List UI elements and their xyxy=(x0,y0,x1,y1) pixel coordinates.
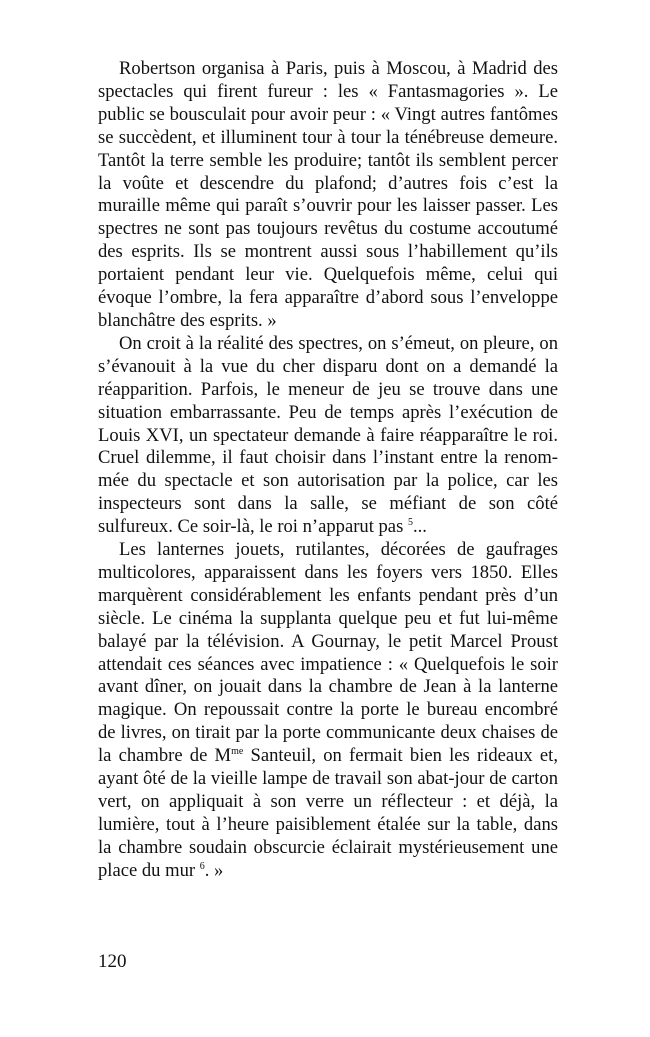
paragraph-spectres xyxy=(98,333,558,539)
paragraph-fantasmagories xyxy=(98,58,558,333)
paragraph-closing: . » xyxy=(204,859,224,881)
paragraph-text: Les lanternes jouets, rutilantes, décorées de gaufrages multicolores, apparaissent dans les foyers vers 1850. Elles marquèrent considérablement les enfants pendant près d’un siècle. Le cinéma la supplanta quelque peu et fut lui-même balayé par la télévision. A Gournay, le petit Marcel Proust attendait ces séances avec impatience : « Quelquefois le soir avant dîner, on jouait dans la chambre de Jean à la lanterne magique. On repoussait contre la porte le bureau encombré de livres, on tirait par la porte communicante deux chaises de la chambre de M xyxy=(98,539,558,767)
paragraph-text: On croit à la réalité des spectres, on s’émeut, on pleure, on s’évanouit à la vue du cher disparu dont on a demandé la réapparition. Parfois, le meneur de jeu se trouve dans une situation embarrassante. Peu de temps après l’exécution de Louis XVI, un spectateur demande à faire réapparaître le roi. Cruel dilemme, il faut choisir dans l’instant entre la renommée du spectacle et son autorisation par la police, car les inspecteurs sont dans la salle, se méfiant de son côté sulfureux. Ce soir-là, le roi n’apparut pas xyxy=(98,332,558,538)
paragraph-text: Robertson organisa à Paris, puis à Moscou, à Madrid des spectacles qui firent fureur : les « Fantasmagories ». Le public se bousculait pour avoir peur : « Vingt autres fantômes se succèdent, et illuminent tour à tour la ténébreuse demeure. Tantôt la terre semble les produire; tantôt ils semblent percer la voûte et descendre du plafond; d’autres fois c’est la muraille même qui paraît s’ouvrir pour les laisser passer. Les spectres ne sont pas toujours revêtus du costume accoutumé des esprits. Ils se montrent aussi sous l’habillement qu’ils portaient pendant leur vie. Quelquefois même, celui qui évoque l’ombre, la fera apparaître d’abord sous l’enveloppe blanchâtre des esprits. » xyxy=(98,58,558,331)
footnote-ref-6[interactable]: 6 xyxy=(199,860,205,872)
honorific-superscript: me xyxy=(231,746,244,758)
footnote-ref-5[interactable]: 5 xyxy=(407,517,413,529)
paragraph-lanternes xyxy=(98,539,558,883)
paragraph-ellipsis: ... xyxy=(412,516,427,538)
page-body xyxy=(98,58,558,883)
paragraph-text-continued: Santeuil, on fermait bien les rideaux et, ayant ôté de la vieille lampe de travail son abat-jour de carton vert, on appliquait à son verre un réflecteur : et déjà, la lumière, tout à l’heure paisiblement étalée sur la table, dans la chambre soudain obscurcie éclairait mystérieusement une place du mur xyxy=(98,745,558,881)
page-number: 120 xyxy=(98,951,127,972)
